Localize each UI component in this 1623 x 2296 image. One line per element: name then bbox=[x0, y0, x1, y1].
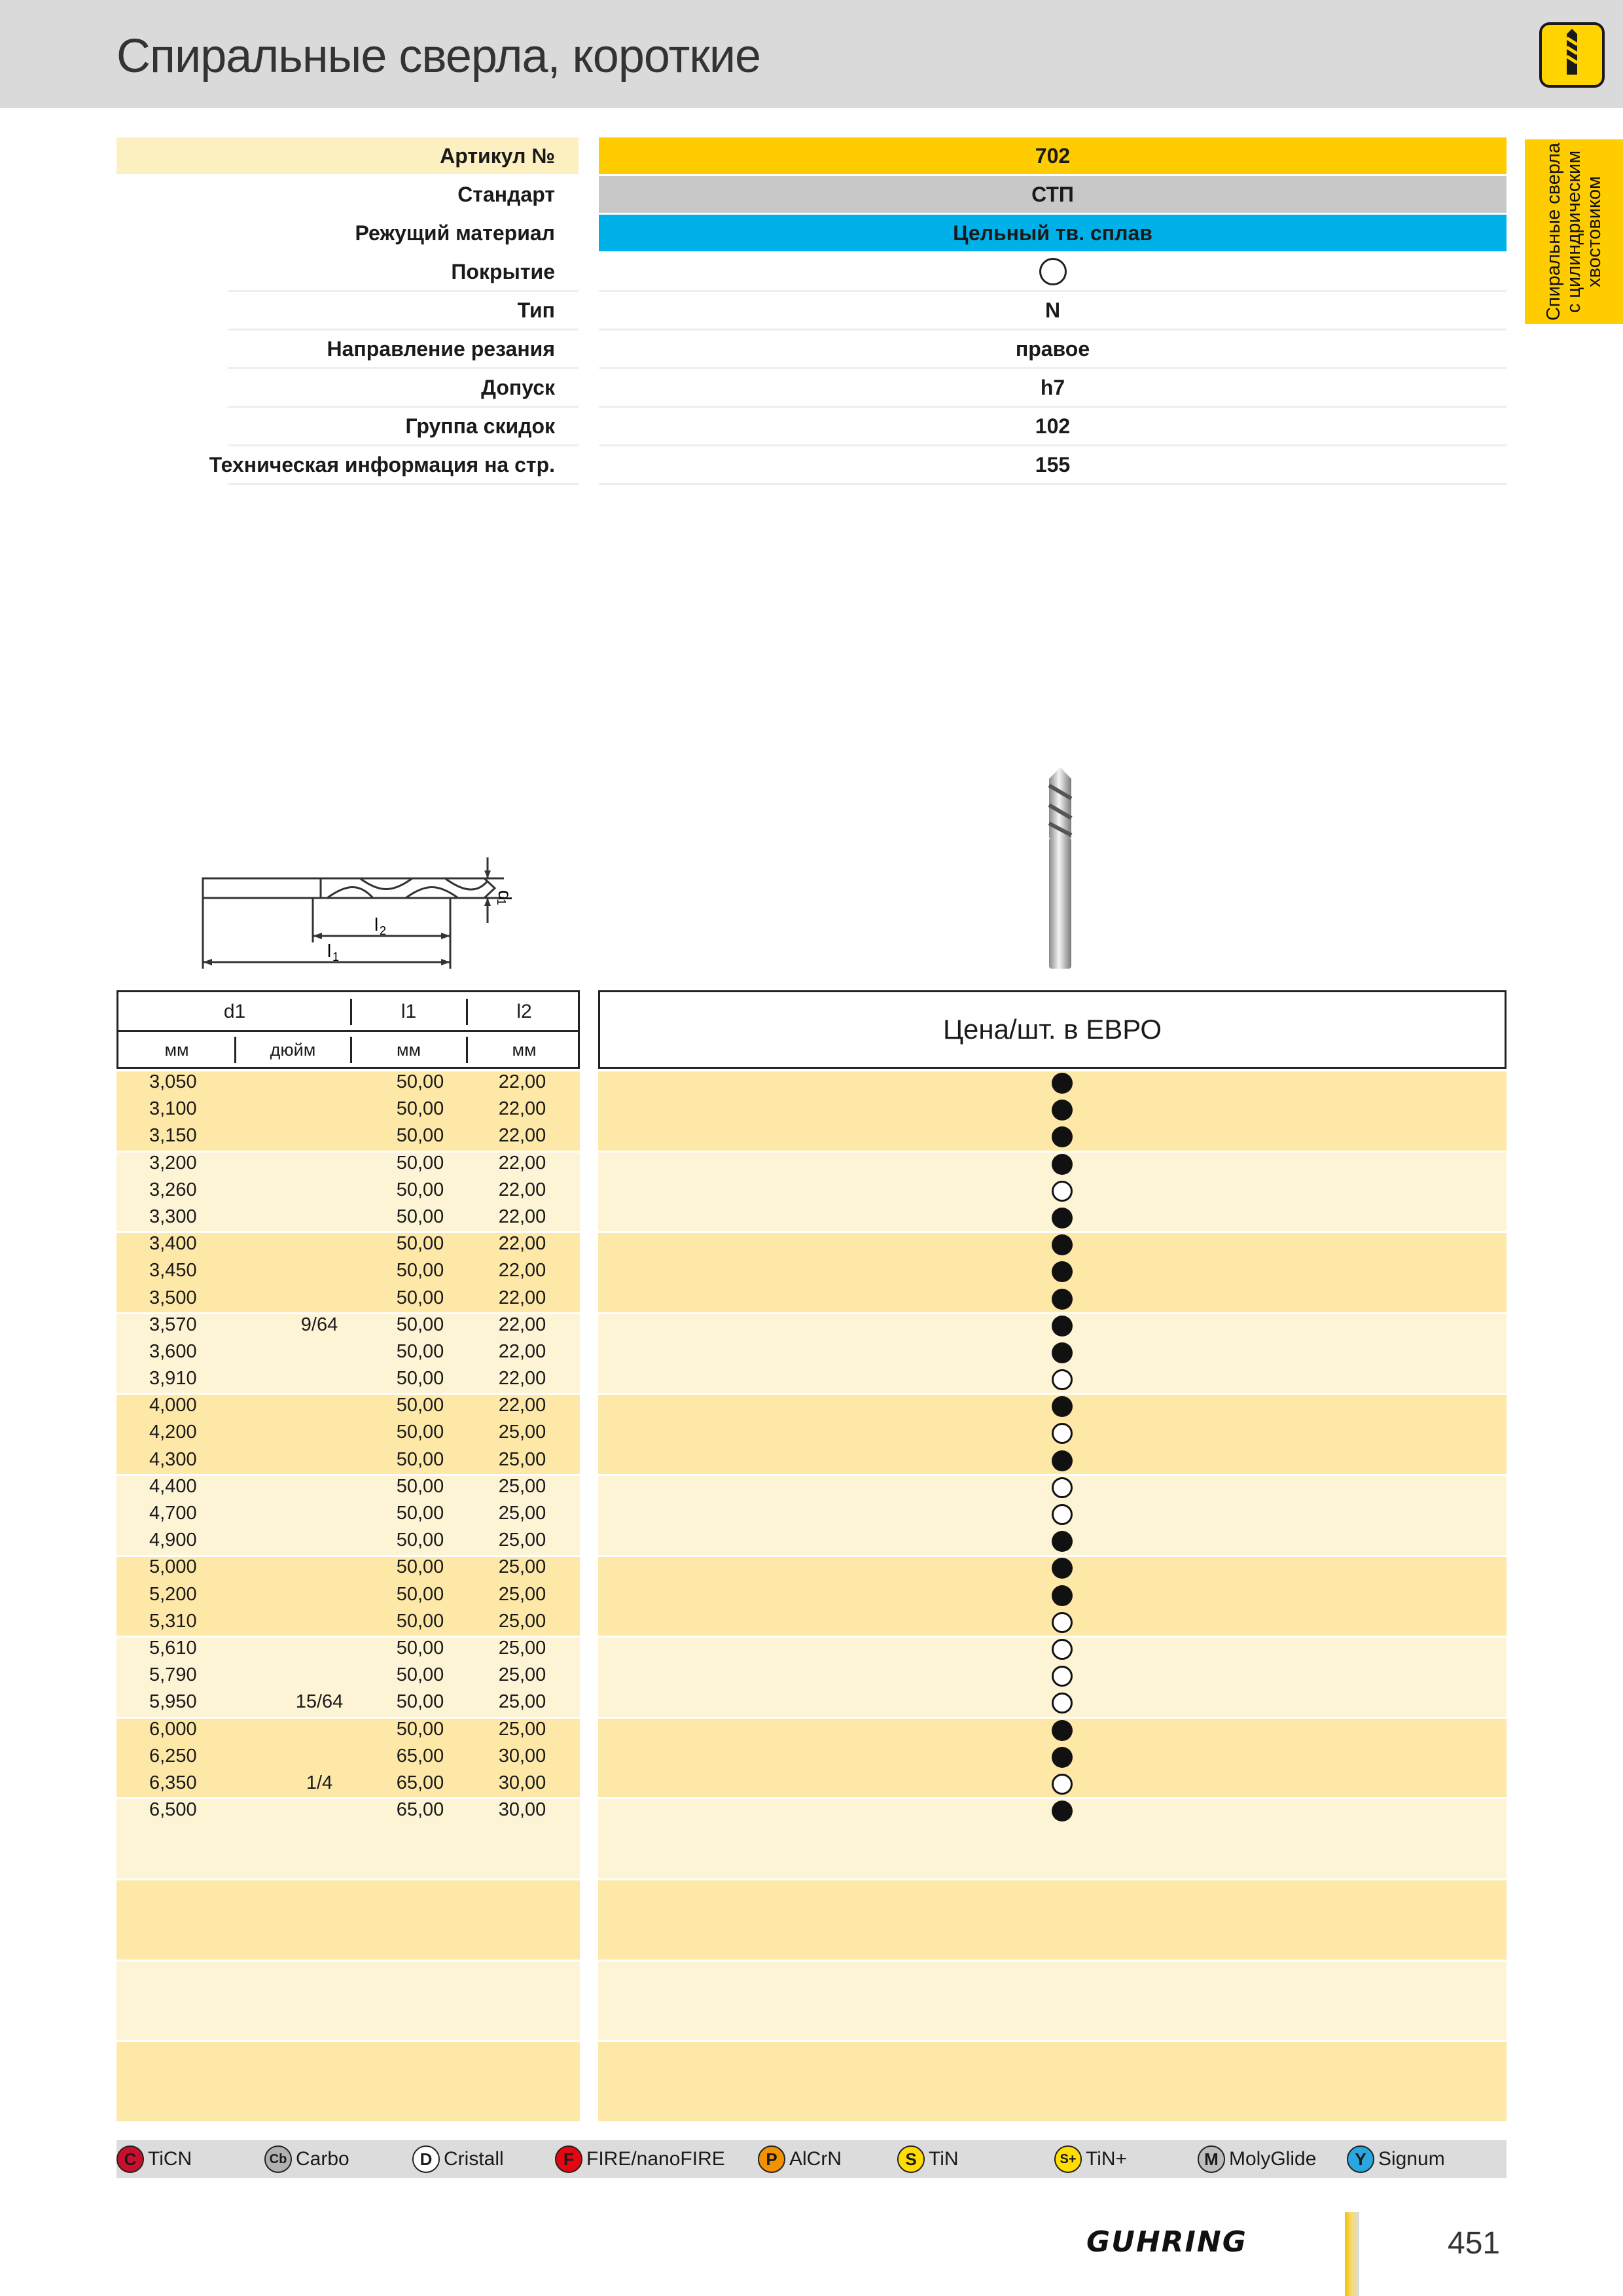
drill-product-image bbox=[1027, 766, 1093, 978]
page-header bbox=[0, 0, 1623, 108]
row-band-left bbox=[116, 1880, 580, 1960]
cell-l2: 30,00 bbox=[498, 1745, 546, 1767]
table-row bbox=[116, 1716, 1507, 1743]
cell-inch: 1/4 bbox=[306, 1772, 333, 1793]
table-row bbox=[116, 1635, 1507, 1662]
legend-label: AlCrN bbox=[789, 2148, 842, 2170]
spec-row bbox=[116, 446, 1507, 485]
coating-badge-icon: C bbox=[116, 2145, 144, 2173]
cell-l2: 30,00 bbox=[498, 1799, 546, 1821]
in-stock-dot-icon[interactable] bbox=[1052, 1289, 1073, 1310]
table-row bbox=[116, 1743, 1507, 1770]
cell-d1: 6,350 bbox=[149, 1772, 197, 1793]
spec-label: Стандарт bbox=[457, 183, 555, 206]
cell-l2: 22,00 bbox=[498, 1125, 546, 1147]
legend-label: TiN+ bbox=[1086, 2148, 1128, 2170]
on-order-circle-icon[interactable] bbox=[1052, 1181, 1073, 1202]
cell-l1: 50,00 bbox=[396, 1071, 444, 1092]
on-order-circle-icon[interactable] bbox=[1052, 1369, 1073, 1390]
cell-d1: 6,500 bbox=[149, 1799, 197, 1821]
spec-row bbox=[116, 137, 1507, 176]
table-row bbox=[116, 1581, 1507, 1608]
on-order-circle-icon[interactable] bbox=[1052, 1477, 1073, 1498]
cell-l1: 50,00 bbox=[396, 1368, 444, 1390]
table-row bbox=[116, 1069, 1507, 1096]
table-row bbox=[116, 1797, 1507, 1823]
price-column-header: Цена/шт. в ЕВРО bbox=[598, 990, 1507, 1069]
row-band-left bbox=[116, 2042, 580, 2121]
cell-d1: 3,400 bbox=[149, 1233, 197, 1255]
side-tab-line2: с цилиндрическим bbox=[1563, 150, 1584, 314]
cell-l1: 50,00 bbox=[396, 1503, 444, 1524]
col-l1-unit: мм bbox=[396, 1040, 421, 1060]
table-row bbox=[116, 1527, 1507, 1554]
table-row bbox=[116, 1446, 1507, 1473]
cell-d1: 5,200 bbox=[149, 1583, 197, 1605]
cell-l1: 50,00 bbox=[396, 1637, 444, 1659]
cell-l2: 22,00 bbox=[498, 1233, 546, 1255]
spec-row bbox=[116, 292, 1507, 331]
cell-l2: 25,00 bbox=[498, 1664, 546, 1686]
cell-d1: 4,000 bbox=[149, 1395, 197, 1416]
on-order-circle-icon[interactable] bbox=[1052, 1612, 1073, 1633]
cell-l1: 50,00 bbox=[396, 1260, 444, 1282]
spec-row bbox=[116, 408, 1507, 446]
dim-l1-sub: 1 bbox=[332, 950, 340, 963]
in-stock-dot-icon[interactable] bbox=[1052, 1154, 1073, 1175]
cell-d1: 5,310 bbox=[149, 1610, 197, 1632]
table-row bbox=[116, 1770, 1507, 1797]
coating-badge-icon: M bbox=[1198, 2145, 1225, 2173]
cell-l1: 50,00 bbox=[396, 1664, 444, 1686]
cell-l2: 22,00 bbox=[498, 1395, 546, 1416]
in-stock-dot-icon[interactable] bbox=[1052, 1073, 1073, 1094]
spec-value: 155 bbox=[599, 446, 1507, 485]
spec-label: Тип bbox=[116, 292, 579, 331]
legend-item bbox=[555, 2140, 725, 2178]
legend-label: Carbo bbox=[296, 2148, 349, 2170]
cell-l2: 22,00 bbox=[498, 1260, 546, 1282]
cell-l1: 50,00 bbox=[396, 1448, 444, 1470]
legend-label: TiCN bbox=[148, 2148, 192, 2170]
dim-l2-label: l bbox=[374, 914, 379, 935]
in-stock-dot-icon[interactable] bbox=[1052, 1747, 1073, 1768]
legend-label: FIRE/nanoFIRE bbox=[586, 2148, 725, 2170]
coating-badge-icon: Y bbox=[1347, 2145, 1374, 2173]
cell-l2: 22,00 bbox=[498, 1206, 546, 1227]
cell-l2: 22,00 bbox=[498, 1179, 546, 1200]
legend-item bbox=[412, 2140, 504, 2178]
table-row bbox=[116, 1500, 1507, 1527]
table-row bbox=[116, 1122, 1507, 1149]
cell-d1: 3,100 bbox=[149, 1098, 197, 1120]
legend-item bbox=[1054, 2140, 1127, 2178]
cell-inch: 9/64 bbox=[300, 1314, 338, 1335]
cell-l2: 25,00 bbox=[498, 1530, 546, 1551]
legend-label: MolyGlide bbox=[1229, 2148, 1317, 2170]
side-tab-line1: Спиральные сверла bbox=[1543, 142, 1564, 321]
cell-d1: 6,250 bbox=[149, 1745, 197, 1767]
row-band-right bbox=[598, 1880, 1507, 1960]
table-row bbox=[116, 1338, 1507, 1365]
in-stock-dot-icon[interactable] bbox=[1052, 1316, 1073, 1336]
in-stock-dot-icon[interactable] bbox=[1052, 1720, 1073, 1741]
cell-d1: 4,700 bbox=[149, 1503, 197, 1524]
drill-bit-icon bbox=[1539, 22, 1605, 88]
cell-l2: 30,00 bbox=[498, 1772, 546, 1793]
coating-badge-icon: P bbox=[758, 2145, 785, 2173]
table-row bbox=[116, 1150, 1507, 1177]
legend-item bbox=[264, 2140, 349, 2178]
cell-l2: 25,00 bbox=[498, 1610, 546, 1632]
cell-d1: 3,450 bbox=[149, 1260, 197, 1282]
legend-item bbox=[1347, 2140, 1445, 2178]
in-stock-dot-icon[interactable] bbox=[1052, 1531, 1073, 1552]
spec-label: Покрытие bbox=[116, 253, 579, 292]
spec-value: h7 bbox=[599, 369, 1507, 408]
spec-label: Артикул № bbox=[116, 137, 579, 174]
footer-accent-bar bbox=[1345, 2212, 1359, 2296]
cell-l2: 25,00 bbox=[498, 1503, 546, 1524]
cell-d1: 5,000 bbox=[149, 1556, 197, 1578]
cell-l2: 25,00 bbox=[498, 1556, 546, 1578]
dim-l1-label: l bbox=[327, 941, 332, 961]
col-d1-header: d1 bbox=[223, 1001, 246, 1022]
cell-d1: 4,900 bbox=[149, 1530, 197, 1551]
col-d1-inch-unit: дюйм bbox=[270, 1040, 316, 1060]
on-order-circle-icon[interactable] bbox=[1052, 1693, 1073, 1713]
cell-l1: 50,00 bbox=[396, 1475, 444, 1497]
cell-d1: 5,950 bbox=[149, 1691, 197, 1713]
in-stock-dot-icon[interactable] bbox=[1052, 1558, 1073, 1579]
legend-item bbox=[758, 2140, 842, 2178]
coating-legend bbox=[116, 2140, 1507, 2178]
coating-badge-icon: F bbox=[555, 2145, 582, 2173]
drill-dimension-drawing bbox=[196, 844, 563, 978]
cell-d1: 3,260 bbox=[149, 1179, 197, 1200]
in-stock-dot-icon[interactable] bbox=[1052, 1234, 1073, 1255]
coating-badge-icon: Cb bbox=[264, 2145, 292, 2173]
page-number: 451 bbox=[1448, 2226, 1501, 2261]
cell-l2: 25,00 bbox=[498, 1422, 546, 1443]
cell-l2: 22,00 bbox=[498, 1287, 546, 1308]
coating-badge-icon: S bbox=[897, 2145, 925, 2173]
cell-l1: 50,00 bbox=[396, 1422, 444, 1443]
in-stock-dot-icon[interactable] bbox=[1052, 1100, 1073, 1121]
table-row bbox=[116, 1285, 1507, 1312]
cell-l1: 50,00 bbox=[396, 1583, 444, 1605]
spec-value: 702 bbox=[599, 137, 1507, 174]
cell-l2: 22,00 bbox=[498, 1071, 546, 1092]
spec-value: правое bbox=[599, 331, 1507, 369]
table-row bbox=[116, 1096, 1507, 1122]
cell-l2: 22,00 bbox=[498, 1314, 546, 1335]
in-stock-dot-icon[interactable] bbox=[1052, 1261, 1073, 1282]
spec-label: Группа скидок bbox=[116, 408, 579, 446]
coating-badge-icon: D bbox=[412, 2145, 440, 2173]
spec-row bbox=[116, 176, 1507, 215]
cell-l2: 25,00 bbox=[498, 1691, 546, 1713]
cell-l1: 65,00 bbox=[396, 1772, 444, 1793]
cell-d1: 3,570 bbox=[149, 1314, 197, 1335]
table-body bbox=[116, 1069, 1507, 1823]
cell-d1: 4,300 bbox=[149, 1448, 197, 1470]
table-row bbox=[116, 1689, 1507, 1715]
spec-value: 102 bbox=[599, 408, 1507, 446]
in-stock-dot-icon[interactable] bbox=[1052, 1396, 1073, 1417]
cell-l2: 22,00 bbox=[498, 1098, 546, 1120]
on-order-circle-icon[interactable] bbox=[1052, 1774, 1073, 1795]
cell-l1: 65,00 bbox=[396, 1799, 444, 1821]
cell-l1: 50,00 bbox=[396, 1125, 444, 1147]
table-row bbox=[116, 1392, 1507, 1419]
legend-item bbox=[897, 2140, 959, 2178]
cell-l2: 25,00 bbox=[498, 1475, 546, 1497]
row-band-right bbox=[598, 1962, 1507, 2041]
spec-value: N bbox=[599, 292, 1507, 331]
in-stock-dot-icon[interactable] bbox=[1052, 1126, 1073, 1147]
on-order-circle-icon[interactable] bbox=[1052, 1504, 1073, 1525]
legend-label: Cristall bbox=[444, 2148, 504, 2170]
cell-d1: 3,500 bbox=[149, 1287, 197, 1308]
cell-l2: 25,00 bbox=[498, 1583, 546, 1605]
dimension-table-header bbox=[116, 990, 580, 1069]
cell-l1: 50,00 bbox=[396, 1233, 444, 1255]
in-stock-dot-icon[interactable] bbox=[1052, 1450, 1073, 1471]
spec-table bbox=[116, 137, 1507, 485]
table-row bbox=[116, 1230, 1507, 1257]
legend-item bbox=[116, 2140, 192, 2178]
spec-value bbox=[599, 253, 1507, 292]
cell-l1: 50,00 bbox=[396, 1152, 444, 1174]
col-d1-mm-unit: мм bbox=[164, 1040, 189, 1060]
spec-label: Допуск bbox=[116, 369, 579, 408]
legend-item bbox=[1198, 2140, 1316, 2178]
spec-value: Цельный тв. сплав bbox=[599, 215, 1507, 251]
cell-l1: 50,00 bbox=[396, 1691, 444, 1713]
dim-l2-sub: 2 bbox=[380, 924, 387, 937]
cell-d1: 4,200 bbox=[149, 1422, 197, 1443]
table-row bbox=[116, 1177, 1507, 1204]
row-band-left bbox=[116, 1962, 580, 2041]
spec-label: Техническая информация на стр. bbox=[116, 446, 579, 485]
cell-l1: 50,00 bbox=[396, 1718, 444, 1740]
cell-l1: 50,00 bbox=[396, 1098, 444, 1120]
cell-d1: 5,790 bbox=[149, 1664, 197, 1686]
table-row bbox=[116, 1365, 1507, 1392]
cell-l2: 22,00 bbox=[498, 1340, 546, 1362]
cell-d1: 3,910 bbox=[149, 1368, 197, 1390]
cell-l2: 25,00 bbox=[498, 1448, 546, 1470]
cell-inch: 15/64 bbox=[295, 1691, 344, 1713]
col-l2-header: l2 bbox=[516, 1001, 532, 1022]
in-stock-dot-icon[interactable] bbox=[1052, 1585, 1073, 1606]
spec-row bbox=[116, 369, 1507, 408]
category-side-tab[interactable] bbox=[1525, 139, 1623, 324]
cell-d1: 3,150 bbox=[149, 1125, 197, 1147]
table-row bbox=[116, 1419, 1507, 1446]
spec-row bbox=[116, 331, 1507, 369]
dimension-table bbox=[116, 990, 580, 1069]
cell-l2: 22,00 bbox=[498, 1368, 546, 1390]
cell-d1: 3,600 bbox=[149, 1340, 197, 1362]
cell-d1: 4,400 bbox=[149, 1475, 197, 1497]
cell-l1: 50,00 bbox=[396, 1530, 444, 1551]
col-l2-unit: мм bbox=[512, 1040, 537, 1060]
cell-d1: 5,610 bbox=[149, 1637, 197, 1659]
table-row bbox=[116, 1554, 1507, 1581]
table-row bbox=[116, 1473, 1507, 1500]
cell-d1: 3,050 bbox=[149, 1071, 197, 1092]
cell-l2: 22,00 bbox=[498, 1152, 546, 1174]
col-l1-header: l1 bbox=[401, 1001, 417, 1022]
cell-l1: 50,00 bbox=[396, 1314, 444, 1335]
cell-l1: 50,00 bbox=[396, 1206, 444, 1227]
in-stock-dot-icon[interactable] bbox=[1052, 1208, 1073, 1229]
on-order-circle-icon[interactable] bbox=[1052, 1639, 1073, 1660]
table-row bbox=[116, 1662, 1507, 1689]
on-order-circle-icon[interactable] bbox=[1052, 1423, 1073, 1444]
cell-l1: 50,00 bbox=[396, 1610, 444, 1632]
coating-badge-icon: S+ bbox=[1054, 2145, 1082, 2173]
table-row bbox=[116, 1608, 1507, 1635]
cell-l1: 50,00 bbox=[396, 1179, 444, 1200]
cell-l2: 25,00 bbox=[498, 1637, 546, 1659]
cell-d1: 3,300 bbox=[149, 1206, 197, 1227]
cell-l2: 25,00 bbox=[498, 1718, 546, 1740]
table-row bbox=[116, 1312, 1507, 1338]
cell-l1: 50,00 bbox=[396, 1556, 444, 1578]
cell-l1: 65,00 bbox=[396, 1745, 444, 1767]
spec-row bbox=[116, 253, 1507, 292]
table-row bbox=[116, 1257, 1507, 1284]
cell-l1: 50,00 bbox=[396, 1340, 444, 1362]
cell-l1: 50,00 bbox=[396, 1287, 444, 1308]
row-band-right bbox=[598, 2042, 1507, 2121]
legend-label: Signum bbox=[1378, 2148, 1445, 2170]
legend-label: TiN bbox=[929, 2148, 959, 2170]
cell-d1: 3,200 bbox=[149, 1152, 197, 1174]
spec-value: СТП bbox=[599, 176, 1507, 213]
dim-d1-label: d bbox=[495, 890, 515, 901]
cell-l1: 50,00 bbox=[396, 1395, 444, 1416]
page-title: Спиральные сверла, короткие bbox=[116, 30, 761, 82]
in-stock-dot-icon[interactable] bbox=[1052, 1342, 1073, 1363]
spec-row bbox=[116, 215, 1507, 253]
uncoated-circle-icon bbox=[1039, 258, 1067, 285]
dim-d1-sub: 1 bbox=[495, 899, 508, 906]
cell-d1: 6,000 bbox=[149, 1718, 197, 1740]
brand-logo: GUHRING bbox=[1086, 2225, 1247, 2259]
side-tab-line3: хвостовиком bbox=[1583, 176, 1605, 287]
spec-label: Режущий материал bbox=[355, 221, 555, 245]
spec-label: Направление резания bbox=[116, 331, 579, 369]
table-row bbox=[116, 1204, 1507, 1230]
in-stock-dot-icon[interactable] bbox=[1052, 1801, 1073, 1821]
on-order-circle-icon[interactable] bbox=[1052, 1666, 1073, 1687]
